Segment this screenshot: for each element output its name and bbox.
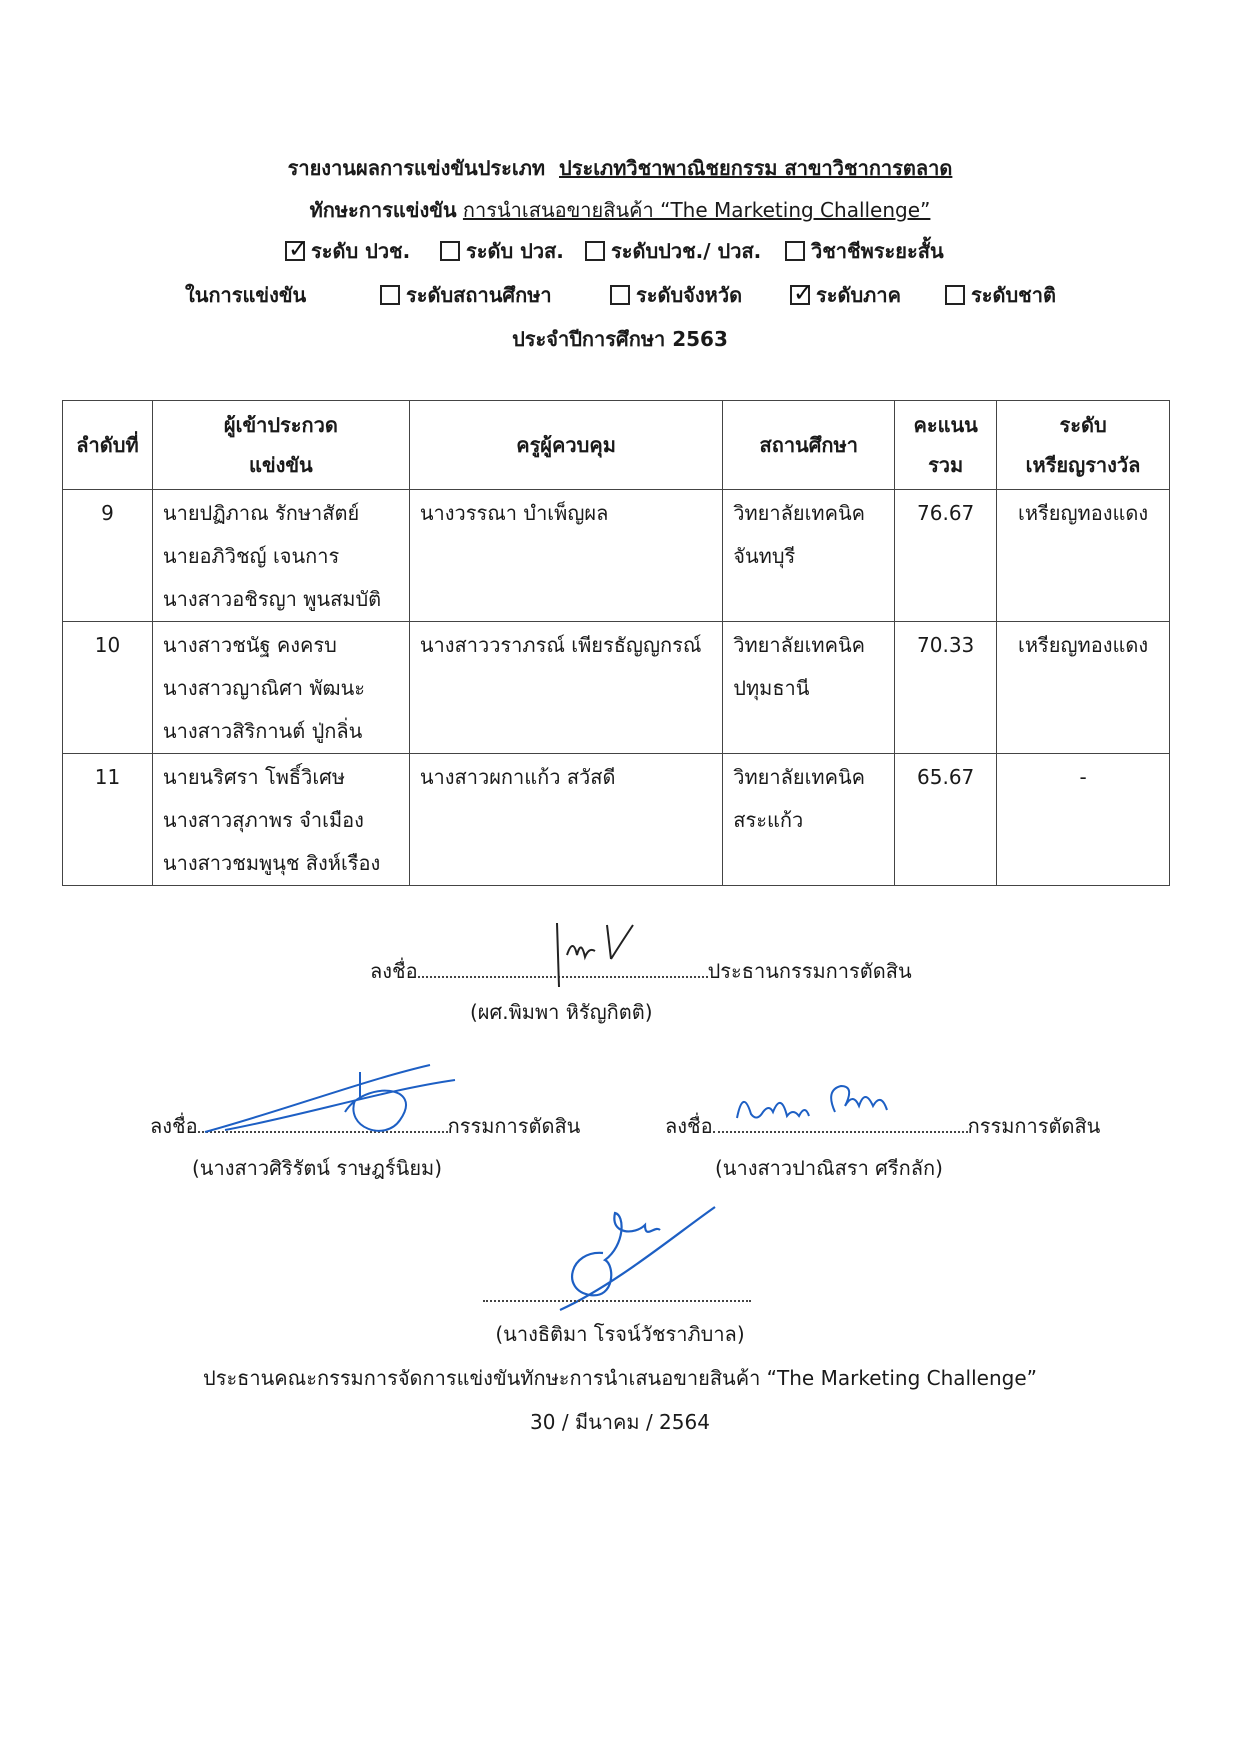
level-checkbox-3[interactable] — [785, 241, 805, 261]
chair-role: ประธานกรรมการตัดสิน — [707, 959, 912, 983]
judge2-name: (นางสาวปาณิสรา ศรีกลัก) — [715, 1156, 943, 1180]
col-header-contestants: ผู้เข้าประกวด แข่งขัน — [152, 401, 409, 490]
competition-label: ในการแข่งขัน — [185, 283, 307, 307]
organizer-title: ประธานคณะกรรมการจัดการแข่งขันทักษะการนำเสนอขายสินค้า “The Marketing Challenge” — [203, 1366, 1037, 1390]
level-checkbox-2[interactable] — [585, 241, 605, 261]
stage-checkbox-0[interactable] — [380, 285, 400, 305]
cell-contestants: นางสาวชนัฐ คงครบ นางสาวญาณิศา พัฒนะ นางสาวสิริกานต์ ปู่กลิ่น — [152, 622, 409, 754]
cell-medal: - — [997, 754, 1170, 886]
level-checkbox-1[interactable] — [440, 241, 460, 261]
stage-option-institution[interactable]: ระดับสถานศึกษา — [380, 279, 552, 311]
table-row — [63, 490, 1170, 622]
cell-contestants: นายนริศรา โพธิ์วิเศษ นางสาวสุภาพร จำเมือง นางสาวชมพูนุช สิงห์เรือง — [152, 754, 409, 886]
organizer-name: (นางธิติมา โรจน์วัชราภิบาล) — [495, 1322, 745, 1346]
report-date: 30 / มีนาคม / 2564 — [530, 1410, 710, 1434]
judge1-role: กรรมการตัดสิน — [447, 1114, 581, 1138]
stage-option-province[interactable]: ระดับจังหวัด — [610, 279, 742, 311]
cell-school: วิทยาลัยเทคนิค จันทบุรี — [723, 490, 895, 622]
table-header-row — [63, 401, 1170, 490]
cell-school: วิทยาลัยเทคนิค ปทุมธานี — [723, 622, 895, 754]
report-title-prefix: รายงานผลการแข่งขันประเภท — [287, 156, 546, 180]
table-row — [63, 622, 1170, 754]
cell-score: 76.67 — [895, 490, 997, 622]
report-title-line1 — [0, 152, 1240, 184]
judge2-signature-line: ลงชื่อ กรรมการตัดสิน — [665, 1114, 1101, 1138]
cell-school: วิทยาลัยเทคนิค สระแก้ว — [723, 754, 895, 886]
sign-prefix: ลงชื่อ — [370, 959, 418, 983]
col-header-order: ลำดับที่ — [63, 401, 153, 490]
academic-year: ประจำปีการศึกษา 2563 — [512, 327, 728, 351]
cell-order: 9 — [63, 490, 153, 622]
stage-option-national[interactable]: ระดับชาติ — [945, 279, 1056, 311]
col-header-teacher: ครูผู้ควบคุม — [409, 401, 722, 490]
cell-teacher: นางสาววราภรณ์ เพียรธัญญกรณ์ — [409, 622, 722, 754]
cell-medal: เหรียญทองแดง — [997, 490, 1170, 622]
level-option-high-vocational[interactable]: ระดับ ปวส. — [440, 235, 564, 267]
level-checkbox-0[interactable] — [285, 241, 305, 261]
stage-option-region[interactable]: ✓ ระดับภาค — [790, 279, 901, 311]
results-table — [62, 400, 1170, 886]
cell-score: 65.67 — [895, 754, 997, 886]
level-option-vocational[interactable]: ✓ระดับ ปวช. — [285, 235, 410, 267]
cell-medal: เหรียญทองแดง — [997, 622, 1170, 754]
cell-score: 70.33 — [895, 622, 997, 754]
chair-handwritten-signature — [545, 915, 655, 995]
skill-prefix: ทักษะการแข่งขัน — [309, 198, 457, 222]
level-option-both[interactable]: ระดับปวช./ ปวส. — [585, 235, 761, 267]
cell-teacher: นางวรรณา บำเพ็ญผล — [409, 490, 722, 622]
judge2-handwritten-signature — [735, 1080, 955, 1130]
stage-checkbox-3[interactable] — [945, 285, 965, 305]
organizer-signature-line — [483, 1283, 751, 1307]
col-header-school: สถานศึกษา — [723, 401, 895, 490]
cell-order: 10 — [63, 622, 153, 754]
cell-teacher: นางสาวผกาแก้ว สวัสดี — [409, 754, 722, 886]
cell-order: 11 — [63, 754, 153, 886]
judge2-role: กรรมการตัดสิน — [967, 1114, 1101, 1138]
stage-checkbox-2[interactable] — [790, 285, 810, 305]
cell-contestants: นายปฏิภาณ รักษาสัตย์ นายอภิวิชญ์ เจนการ นางสาวอชิรญา พูนสมบัติ — [152, 490, 409, 622]
col-header-score: คะแนน รวม — [895, 401, 997, 490]
col-header-medal: ระดับ เหรียญรางวัล — [997, 401, 1170, 490]
report-title-line2 — [0, 194, 1240, 226]
judge1-signature-line: ลงชื่อ กรรมการตัดสิน — [150, 1114, 581, 1138]
table-row — [63, 754, 1170, 886]
report-category: ประเภทวิชาพาณิชยกรรม สาขาวิชาการตลาด — [559, 156, 953, 180]
chair-name: (ผศ.พิมพา หิรัญกิตติ) — [470, 1000, 653, 1024]
stage-checkbox-1[interactable] — [610, 285, 630, 305]
judge1-name: (นางสาวศิริรัตน์ ราษฎร์นิยม) — [192, 1156, 443, 1180]
skill-name: การนำเสนอขายสินค้า “The Marketing Challenge” — [462, 198, 931, 222]
level-option-short-course[interactable]: วิชาชีพระยะสั้น — [785, 235, 944, 267]
